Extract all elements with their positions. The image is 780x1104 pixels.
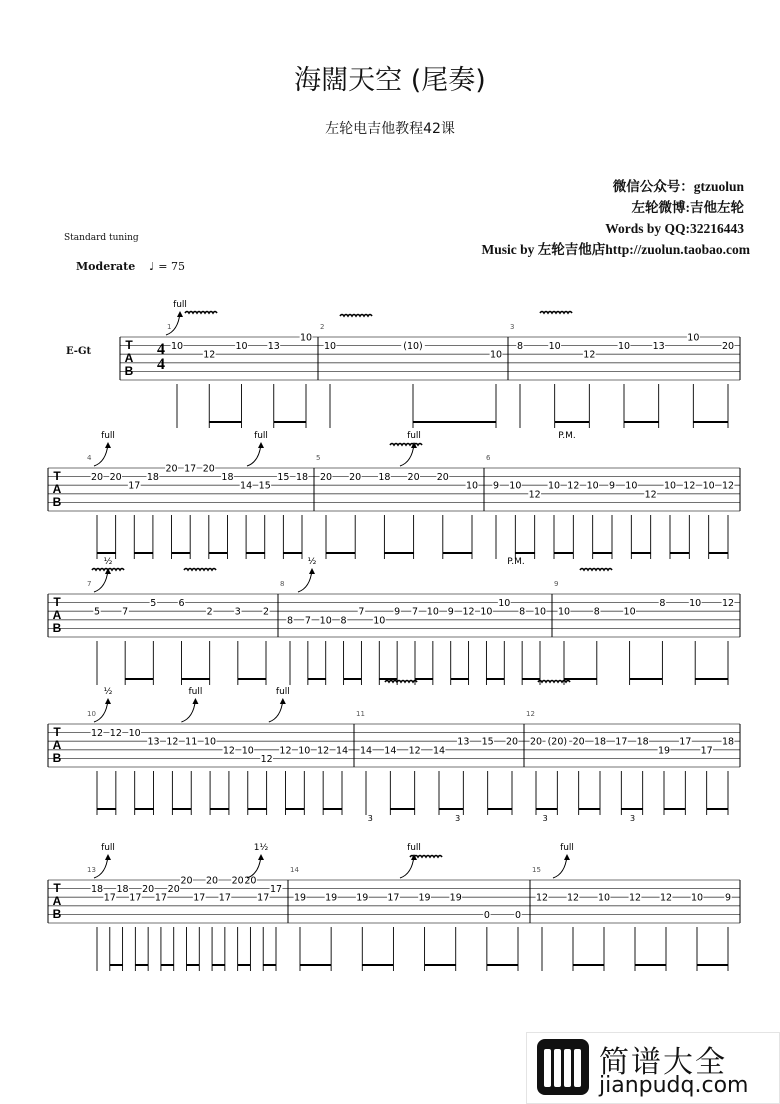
- fret-number: 12: [408, 745, 421, 757]
- measure-number: 14: [290, 866, 299, 874]
- fret-number: 11: [185, 736, 198, 748]
- bend-label: full: [275, 687, 290, 697]
- fret-number: 14: [240, 480, 253, 492]
- bend-arrowhead: [258, 442, 264, 448]
- fret-number: 3: [234, 606, 241, 618]
- fret-number: 8: [516, 341, 524, 353]
- bend-label: full: [407, 843, 421, 853]
- tuning-label: Standard tuning: [64, 233, 139, 243]
- fret-number: 0: [483, 909, 490, 921]
- vibrato-mark: [540, 312, 572, 314]
- fret-number: 10: [465, 480, 479, 492]
- fret-number: 10: [586, 480, 599, 492]
- fret-number: 12: [90, 728, 104, 740]
- fret-number: 20: [505, 736, 519, 748]
- tab-clef-letter: A: [52, 738, 62, 752]
- tab-clef-letter: A: [124, 351, 134, 365]
- tab-clef-letter: B: [52, 621, 62, 635]
- vibrato-mark: [92, 569, 124, 571]
- fret-number: 17: [615, 736, 628, 748]
- bend-label: full: [173, 300, 187, 310]
- quarter-note-icon: ♩: [149, 260, 155, 273]
- fret-number: 18: [636, 736, 649, 748]
- fret-number: 20: [90, 472, 104, 484]
- fret-number: 20: [436, 472, 449, 484]
- fret-number: 17: [129, 892, 142, 904]
- fret-number: 10: [299, 332, 313, 344]
- tuplet-label: 3: [542, 814, 548, 823]
- fret-number: 10: [319, 615, 332, 627]
- bend-arrowhead: [105, 854, 111, 860]
- fret-number: 13: [457, 736, 470, 748]
- measure-number: 10: [87, 710, 96, 718]
- tuplet-label: 3: [455, 814, 461, 823]
- fret-number: 14: [384, 745, 397, 757]
- bend-arrowhead: [258, 854, 264, 860]
- fret-number: 17: [103, 892, 116, 904]
- fret-number: 17: [193, 892, 206, 904]
- fret-number: 20: [244, 875, 257, 887]
- vibrato-mark: [410, 856, 442, 858]
- tab-clef-letter: A: [52, 608, 62, 622]
- tempo-label: Moderate: [76, 260, 136, 273]
- fret-number: 9: [394, 606, 401, 618]
- tab-clef-letter: T: [53, 469, 61, 483]
- tab-clef-letter: T: [125, 338, 133, 352]
- measure-number: 5: [316, 454, 321, 462]
- fret-number: 5: [150, 598, 157, 610]
- fret-number: 10: [533, 606, 547, 618]
- fret-number: 20: [349, 472, 362, 484]
- fret-number: 10: [625, 480, 638, 492]
- vibrato-mark: [390, 444, 422, 446]
- fret-number: 12: [279, 745, 292, 757]
- fret-number: 10: [298, 745, 311, 757]
- measure-number: 8: [280, 580, 285, 588]
- vibrato-mark: [538, 681, 570, 683]
- bend-arrowhead: [309, 568, 315, 574]
- fret-number: 17: [387, 892, 400, 904]
- fret-number: 10: [323, 341, 337, 353]
- fret-number: 8: [519, 606, 526, 618]
- music-credit: Music by 左轮吉他店http://zuolun.taobao.com: [481, 242, 750, 257]
- fret-number: 10: [663, 480, 677, 492]
- tab-clef-letter: B: [124, 364, 134, 378]
- fret-number: 10: [689, 598, 702, 610]
- bend-label: full: [560, 843, 574, 853]
- fret-number: 12: [260, 753, 273, 765]
- measure-number: 13: [87, 866, 96, 874]
- fret-number: 6: [178, 598, 185, 610]
- piano-keys-icon: [537, 1039, 589, 1095]
- fret-number: 18: [721, 736, 735, 748]
- fret-number: 10: [687, 332, 700, 344]
- fret-number: 7: [358, 606, 365, 618]
- fret-number: 10: [170, 341, 184, 353]
- fret-number: 12: [109, 728, 122, 740]
- bend-label: 1½: [253, 843, 269, 853]
- vibrato-mark: [184, 569, 216, 571]
- bend-label: ½: [103, 557, 113, 567]
- fret-number: 10: [547, 480, 561, 492]
- fret-number: 2: [206, 606, 213, 618]
- fret-number: 8: [659, 598, 666, 610]
- vibrato-mark: [385, 681, 417, 683]
- fret-number: 10: [702, 480, 715, 492]
- fret-number: 0: [514, 909, 522, 921]
- bend-label: full: [407, 431, 421, 441]
- bend-arrowhead: [105, 698, 111, 704]
- fret-number: 13: [147, 736, 160, 748]
- fret-number: 17: [154, 892, 167, 904]
- fret-number: 20: [319, 472, 333, 484]
- fret-number: 20: [202, 463, 215, 475]
- fret-number: 9: [608, 480, 616, 492]
- fret-number: 20: [180, 875, 193, 887]
- tab-clef-letter: B: [52, 495, 62, 509]
- fret-number: 10: [373, 615, 386, 627]
- fret-number: 13: [267, 341, 280, 353]
- fret-number: 10: [204, 736, 217, 748]
- fret-number: (10): [403, 341, 423, 353]
- fret-number: 10: [617, 341, 631, 353]
- bend-label: ½: [307, 557, 317, 567]
- bend-label: full: [101, 431, 115, 441]
- fret-number: 17: [257, 892, 270, 904]
- fret-number: 12: [721, 598, 735, 610]
- fret-number: 18: [593, 736, 607, 748]
- fret-number: 10: [426, 606, 439, 618]
- fret-number: 18: [116, 884, 129, 896]
- tab-clef-letter: B: [52, 751, 62, 765]
- fret-number: 12: [203, 349, 216, 361]
- fret-number: 12: [721, 480, 735, 492]
- tab-clef-letter: T: [53, 725, 61, 739]
- bend-arrowhead: [177, 311, 183, 317]
- fret-number: 17: [218, 892, 231, 904]
- measure-number: 11: [356, 710, 365, 718]
- measure-number: 2: [320, 323, 325, 331]
- fret-number: 14: [359, 745, 373, 757]
- fret-number: 19: [418, 892, 431, 904]
- fret-number: 12: [683, 480, 696, 492]
- bend-arrowhead: [280, 698, 286, 704]
- tab-clef-letter: A: [52, 482, 62, 496]
- fret-number: 20: [142, 884, 155, 896]
- fret-number: 20: [529, 736, 543, 748]
- fret-number: 13: [652, 341, 665, 353]
- fret-number: 10: [498, 598, 511, 610]
- fret-number: 12: [644, 489, 657, 501]
- fret-number: 10: [128, 728, 141, 740]
- fret-number: 15: [258, 480, 271, 492]
- fret-number: 18: [221, 472, 234, 484]
- fret-number: 12: [528, 489, 541, 501]
- measure-number: 3: [510, 323, 515, 331]
- tab-clef-letter: T: [53, 595, 61, 609]
- fret-number: 20: [165, 463, 178, 475]
- fret-number: 10: [489, 349, 503, 361]
- measure-number: 12: [526, 710, 535, 718]
- fret-number: 10: [623, 606, 636, 618]
- bend-label: P.M.: [558, 431, 576, 441]
- measure-number: 15: [532, 866, 541, 874]
- lesson-subtitle: 左轮电吉他教程42课: [325, 121, 455, 137]
- fret-number: 18: [146, 472, 159, 484]
- fret-number: 18: [90, 884, 104, 896]
- fret-number: 12: [628, 892, 642, 904]
- bend-label: ½: [103, 687, 113, 697]
- measure-number: 6: [486, 454, 491, 462]
- fret-number: 12: [566, 892, 580, 904]
- fret-number: 12: [222, 745, 235, 757]
- fret-number: 17: [269, 884, 283, 896]
- fret-number: 12: [535, 892, 549, 904]
- fret-number: 20: [231, 875, 244, 887]
- fret-number: 17: [700, 745, 713, 757]
- words-credit: Words by QQ:32216443: [605, 221, 744, 236]
- fret-number: 7: [122, 606, 129, 618]
- fret-number: 15: [481, 736, 494, 748]
- tuplet-label: 3: [630, 814, 636, 823]
- fret-number: 12: [659, 892, 673, 904]
- logo-site: jianpudq.com: [599, 1073, 749, 1098]
- vibrato-mark: [580, 569, 612, 571]
- fret-number: 17: [128, 480, 141, 492]
- fret-number: (20): [547, 736, 568, 748]
- fret-number: 10: [480, 606, 493, 618]
- fret-number: 17: [184, 463, 197, 475]
- fret-number: 10: [241, 745, 254, 757]
- fret-number: 20: [407, 472, 420, 484]
- fret-number: 12: [166, 736, 179, 748]
- instrument-label: E-Gt: [66, 346, 92, 357]
- logo-name: 简谱大全: [599, 1045, 727, 1080]
- fret-number: 19: [449, 892, 462, 904]
- fret-number: 7: [304, 615, 311, 627]
- bend-arrowhead: [105, 442, 111, 448]
- fret-number: 10: [235, 341, 248, 353]
- fret-number: 9: [724, 892, 732, 904]
- fret-number: 17: [679, 736, 692, 748]
- fret-number: 8: [340, 615, 347, 627]
- tab-clef-letter: T: [53, 881, 61, 895]
- fret-number: 12: [462, 606, 475, 618]
- tab-clef-letter: A: [52, 894, 62, 908]
- fret-number: 19: [356, 892, 369, 904]
- measure-number: 9: [554, 580, 559, 588]
- fret-number: 12: [583, 349, 596, 361]
- fret-number: 10: [557, 606, 571, 618]
- fret-number: 12: [567, 480, 580, 492]
- fret-number: 9: [492, 480, 500, 492]
- fret-number: 19: [325, 892, 338, 904]
- fret-number: 19: [657, 745, 671, 757]
- vibrato-mark: [340, 315, 372, 317]
- measure-number: 4: [87, 454, 92, 462]
- fret-number: 15: [277, 472, 290, 484]
- fret-number: 8: [593, 606, 600, 618]
- fret-number: 14: [335, 745, 349, 757]
- bend-label: full: [188, 687, 203, 697]
- fret-number: 18: [378, 472, 391, 484]
- fret-number: 12: [317, 745, 330, 757]
- fret-number: 2: [262, 606, 270, 618]
- measure-number: 7: [87, 580, 92, 588]
- weibo-credit: 左轮微博:吉他左轮: [631, 200, 744, 215]
- fret-number: 20: [109, 472, 122, 484]
- fret-number: 18: [295, 472, 309, 484]
- bend-label: P.M.: [507, 557, 525, 567]
- song-title: 海闊天空 (尾奏): [294, 65, 486, 96]
- time-signature-bottom: 4: [157, 356, 165, 373]
- fret-number: 14: [432, 745, 446, 757]
- wechat-credit: 微信公众号：gtzuolun: [612, 179, 744, 194]
- fret-number: 10: [597, 892, 611, 904]
- fret-number: 20: [721, 341, 735, 353]
- fret-number: 8: [286, 615, 294, 627]
- site-logo: [526, 1032, 780, 1104]
- fret-number: 20: [572, 736, 585, 748]
- measure-number: 1: [167, 323, 172, 331]
- fret-number: 19: [293, 892, 307, 904]
- bend-arrowhead: [564, 854, 570, 860]
- fret-number: 10: [690, 892, 704, 904]
- bend-arrowhead: [192, 698, 198, 704]
- tab-clef-letter: B: [52, 907, 62, 921]
- bend-label: full: [254, 431, 268, 441]
- fret-number: 20: [167, 884, 180, 896]
- tempo-bpm: = 75: [158, 260, 185, 273]
- fret-number: 10: [509, 480, 522, 492]
- vibrato-mark: [185, 312, 217, 314]
- fret-number: 20: [206, 875, 219, 887]
- fret-number: 10: [548, 341, 561, 353]
- bend-label: full: [101, 843, 115, 853]
- tuplet-label: 3: [367, 814, 373, 823]
- time-signature-top: 4: [157, 341, 165, 358]
- fret-number: 9: [447, 606, 454, 618]
- fret-number: 7: [411, 606, 419, 618]
- fret-number: 5: [93, 606, 101, 618]
